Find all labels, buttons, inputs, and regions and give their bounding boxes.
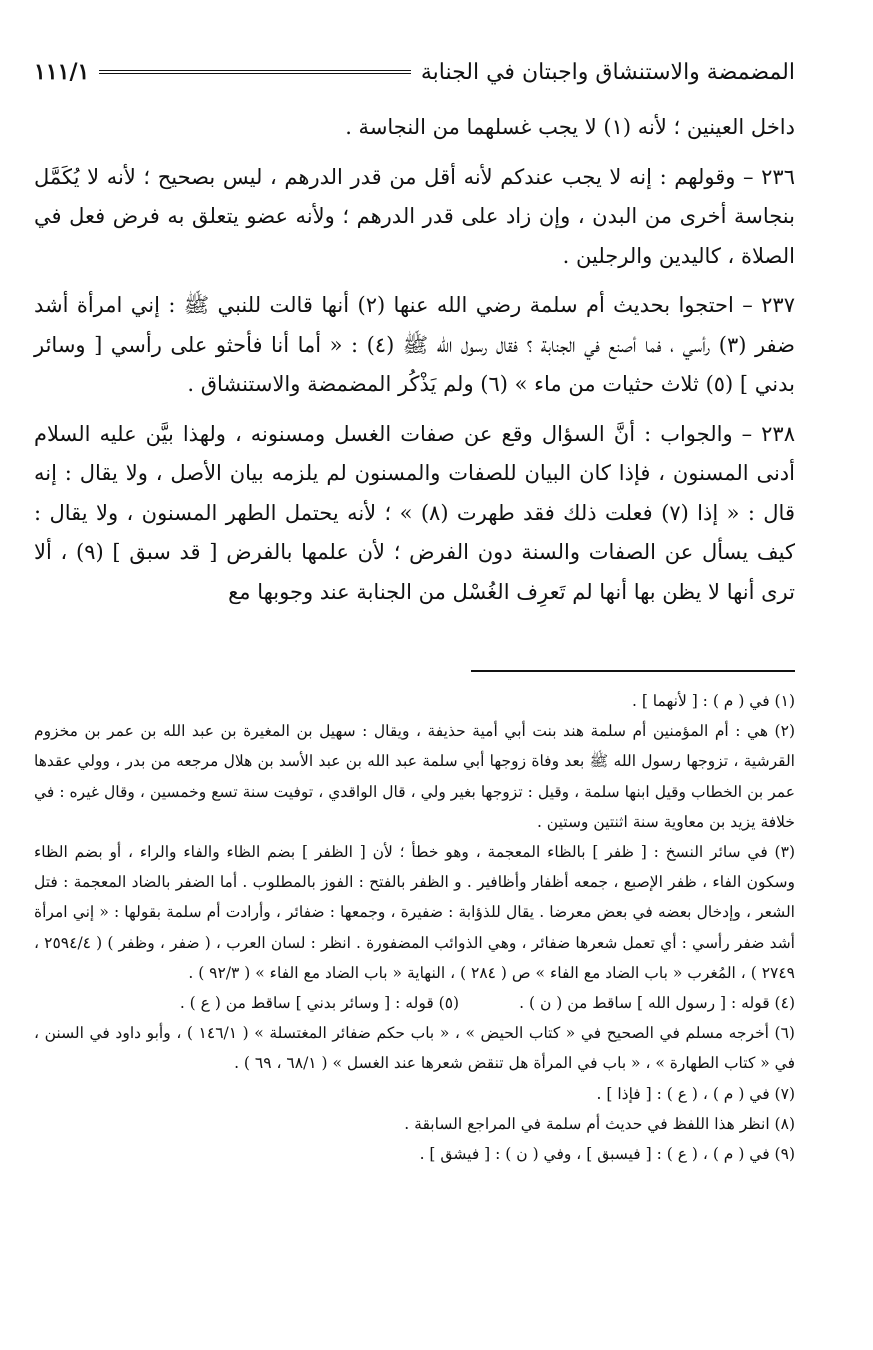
footnote-7: (٧) في ( م ) ، ( ع ) : [ فإذا ] . <box>596 1084 795 1103</box>
footnote-6: (٦) أخرجه مسلم في الصحيح في « كتاب الحيض » ، « باب حكم ضفائر المغتسلة » ( ١٤٦/١ ) ، وأبو داود في السنن ، في « كتاب الطهارة » ، « باب في المرأة هل تنقض شعرها عند الغسل » ( ٦٨/١ ، ٦٩ ) . <box>34 1024 795 1073</box>
footnote-3: (٣) في سائر النسخ : [ ظفر ] بالظاء المعجمة ، وهو خطأ ؛ لأن [ الظفر ] بضم الظاء والفاء والراء ، أو بضم الظاء وسكون الفاء ، ظفر الإصبع ، جمعه أظفار وأظافير . و الظفر بالفتح : الفوز بالمطلوب . أما الضفر بالضاد المعجمة : فتل الشعر ، وإدخال بعضه في بعض معرضا . يقال للذؤابة : ضفيرة ، وجمعها : ضفائر ، وأرادت أم سلمة بقولها : « إني امرأة أشد ضفر رأسي : أي تعمل شعرها ضفائر ، وهي الذوائب المضفورة . انظر : لسان العرب ، ( ضفر ، وظفر ) ( ٢٥٩٤/٤ ، ٢٧٤٩ ) ، المُغرب « باب الضاد مع الفاء » ص ( ٢٨٤ ) ، النهاية « باب الضاد مع الفاء » ( ٩٢/٣ ) . <box>34 843 795 982</box>
paragraph-238: ٢٣٨ – والجواب : أنَّ السؤال وقع عن صفات الغسل ومسنونه ، ولهذا بيَّن عليه السلام أدنى المسنون ، فإذا كان البيان للصفات والمسنون لم يلزمه بيان الأصل ، ولا يقال : إنه قال : « إذا (٧) فعلت ذلك فقد طهرت (٨) » ؛ لأنه يحتمل الطهر المسنون ، ولا يقال : كيف يسأل عن الصفات والسنة دون الفرض ؛ لأن علمها بالفرض [ قد سبق ] (٩) ، ألا ترى أنها لا يظن بها أنها لم تَعرِف الغُسْل من الجنابة عند وجوبها مع <box>34 421 795 604</box>
paragraph-continuation: داخل العينين ؛ لأنه (١) لا يجب غسلهما من النجاسة . <box>345 115 795 139</box>
main-text <box>34 108 795 622</box>
paragraph-236: ٢٣٦ – وقولهم : إنه لا يجب عندكم لأنه أقل من قدر الدرهم ، ليس بصحيح ؛ لأنه لا يُكَمَّل بنجاسة أخرى من البدن ، وإن زاد على قدر الدرهم ؛ ولأنه عضو يتعلق به فرض فعل في الصلاة ، كاليدين والرجلين . <box>34 164 795 268</box>
footnote-1: (١) في ( م ) : [ لأنهما ] . <box>631 692 795 710</box>
footnote-5: (٥) قوله : [ وسائر بدني ] ساقط من ( ع ) . <box>179 994 460 1013</box>
running-header <box>34 50 795 94</box>
page-number: ١١١/١ <box>34 59 90 85</box>
footnote-divider <box>471 670 795 672</box>
footnotes <box>34 686 795 1169</box>
header-rule <box>99 70 411 74</box>
footnote-4: (٤) قوله : [ رسول الله ] ساقط من ( ن ) . <box>519 994 795 1013</box>
paragraph-237: ٢٣٧ – احتجوا بحديث أم سلمة رضي الله عنها (٢) أنها قالت للنبي ﷺ : إني امرأة أشد ضفر (٣) رأسي ، فما أصنع في الجنابة ؟ فقال رسول الله ﷺ (٤) : « أما أنا فأحثو على رأسي [ وسائر بدني ] (٥) ثلاث حثيات من ماء » (٦) ولم يَذْكُر المضمضة والاستنشاق . <box>34 293 795 396</box>
footnote-2: (٢) هي : أم المؤمنين أم سلمة هند بنت أبي أمية حذيفة ، ويقال : سهيل بن المغيرة بن عبد الله بن عمر بن مخزوم القرشية ، تزوجها رسول الله ﷺ بعد وفاة زوجها أبي سلمة عبد الله بن عبد الأسد بن هلال مرجعه من بدر ، وولي عقدها عمر بن الخطاب وقيل ابنها سلمة ، وقيل : تزوجها بغير ولي ، قال الواقدي ، توفيت سنة تسع وخمسين ، وقال غيره : في خلافة يزيد بن معاوية سنة اثنتين وستين . <box>34 722 795 831</box>
footnote-9: (٩) في ( م ) ، ( ع ) : [ فيسبق ] ، وفي ( ن ) : [ فيشق ] . <box>419 1145 795 1164</box>
footnote-8: (٨) انظر هذا اللفظ في حديث أم سلمة في المراجع السابقة . <box>404 1114 795 1133</box>
chapter-title: المضمضة والاستنشاق واجبتان في الجنابة <box>420 59 795 85</box>
footnote-row-4-5 <box>34 988 795 1018</box>
